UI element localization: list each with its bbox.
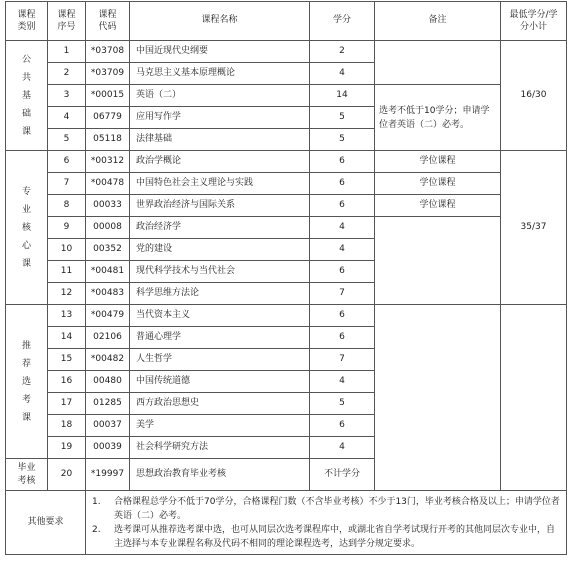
code-cell: *03709 [86,63,130,85]
course-name-cell: 世界政治经济与国际关系 [130,195,310,217]
seq-cell: 14 [48,327,86,349]
seq-cell: 7 [48,173,86,195]
credit-cell: 6 [310,151,375,173]
code-cell: 01285 [86,393,130,415]
code-cell: *00479 [86,305,130,327]
header-code: 课程代码 [86,2,130,41]
code-cell: *00482 [86,349,130,371]
course-name-cell: 思想政治教育毕业考核 [130,459,310,491]
min-credit-cell: 35/37 [501,151,567,305]
credit-cell: 2 [310,41,375,63]
course-name-cell: 政治学概论 [130,151,310,173]
credit-cell: 4 [310,239,375,261]
credit-cell: 6 [310,173,375,195]
table-row [6,173,567,195]
min-credit-cell: 16/30 [501,41,567,151]
credit-cell: 6 [310,261,375,283]
code-cell: 00033 [86,195,130,217]
table-row [6,41,567,63]
requirement-text: 合格课程总学分不低于70学分，合格课程门数（不含毕业考核）不少于13门，毕业考核合格及以上；申请学位者英语（二）必考。 [114,496,560,521]
seq-cell: 1 [48,41,86,63]
course-name-cell: 科学思维方法论 [130,283,310,305]
credit-cell: 6 [310,195,375,217]
header-min: 最低学分/学分小计 [501,2,567,41]
seq-cell: 8 [48,195,86,217]
code-cell: 00480 [86,371,130,393]
other-requirements-text [86,491,567,555]
seq-cell: 6 [48,151,86,173]
code-cell: 02106 [86,327,130,349]
note-cell [375,217,501,305]
header-credit: 学分 [310,2,375,41]
course-name-cell: 现代科学技术与当代社会 [130,261,310,283]
course-name-cell: 中国近现代史纲要 [130,41,310,63]
requirement-text: 选考课可从推荐选考课中选，也可从同层次选考课程库中，或湖北省自学考试现行开考的其他同层次专业中，自主选择与本专业课程名称及代码不相同的理论课程选考，达到学分规定要求。 [114,524,556,549]
course-name-cell: 中国传统道德 [130,371,310,393]
seq-cell: 12 [48,283,86,305]
credit-cell: 4 [310,217,375,239]
code-cell: 00352 [86,239,130,261]
code-cell: 00008 [86,217,130,239]
note-cell [375,41,501,85]
other-requirements-label: 其他要求 [6,491,86,555]
seq-cell: 4 [48,107,86,129]
requirement-number: 1. [92,496,101,507]
code-cell: *00015 [86,85,130,107]
header-name: 课程名称 [130,2,310,41]
course-name-cell: 马克思主义基本原理概论 [130,63,310,85]
public-note-cell: 选考不低于10学分；申请学位者英语（二）必考。 [375,85,501,151]
seq-cell: 18 [48,415,86,437]
requirement-item [92,495,560,523]
course-name-cell: 政治经济学 [130,217,310,239]
note-cell: 学位课程 [375,195,501,217]
note-cell: 学位课程 [375,151,501,173]
requirement-item [92,523,560,551]
header-category: 课程类别 [6,2,48,41]
course-name-cell: 西方政治思想史 [130,393,310,415]
seq-cell: 16 [48,371,86,393]
credit-cell: 4 [310,437,375,459]
seq-cell: 15 [48,349,86,371]
credit-cell: 6 [310,305,375,327]
code-cell: *19997 [86,459,130,491]
course-name-cell: 社会科学研究方法 [130,437,310,459]
code-cell: 05118 [86,129,130,151]
code-cell: *00483 [86,283,130,305]
credit-cell: 7 [310,283,375,305]
credit-cell: 14 [310,85,375,107]
seq-cell: 10 [48,239,86,261]
seq-cell: 19 [48,437,86,459]
course-name-cell: 当代资本主义 [130,305,310,327]
code-cell: 06779 [86,107,130,129]
course-name-cell: 人生哲学 [130,349,310,371]
header-seq: 课程序号 [48,2,86,41]
course-name-cell: 普通心理学 [130,327,310,349]
code-cell: 00037 [86,415,130,437]
header-note: 备注 [375,2,501,41]
category-cell: 推荐选考课 [6,305,48,459]
category-cell: 毕业考核 [6,459,48,491]
table-row [6,195,567,217]
category-cell: 专业核心课 [6,151,48,305]
seq-cell: 2 [48,63,86,85]
table-row [6,85,567,107]
course-name-cell: 法律基础 [130,129,310,151]
credit-cell: 7 [310,349,375,371]
credit-cell: 5 [310,107,375,129]
seq-cell: 3 [48,85,86,107]
code-cell: *00481 [86,261,130,283]
credit-cell: 4 [310,63,375,85]
note-cell: 学位课程 [375,173,501,195]
other-requirements-row [6,491,567,555]
curriculum-table [5,1,567,555]
credit-cell: 不计学分 [310,459,375,491]
course-name-cell: 中国特色社会主义理论与实践 [130,173,310,195]
requirement-number: 2. [92,524,101,535]
code-cell: 00039 [86,437,130,459]
credit-cell: 4 [310,371,375,393]
seq-cell: 5 [48,129,86,151]
category-cell: 公共基础课 [6,41,48,151]
code-cell: *03708 [86,41,130,63]
code-cell: *00478 [86,173,130,195]
course-name-cell: 应用写作学 [130,107,310,129]
min-credit-cell [501,305,567,491]
seq-cell: 17 [48,393,86,415]
seq-cell: 13 [48,305,86,327]
seq-cell: 9 [48,217,86,239]
table-row [6,151,567,173]
course-name-cell: 英语（二） [130,85,310,107]
credit-cell: 5 [310,129,375,151]
seq-cell: 11 [48,261,86,283]
course-name-cell: 党的建设 [130,239,310,261]
credit-cell: 6 [310,327,375,349]
seq-cell: 20 [48,459,86,491]
code-cell: *00312 [86,151,130,173]
table-row [6,305,567,327]
course-name-cell: 美学 [130,415,310,437]
note-cell [375,305,501,491]
credit-cell: 6 [310,415,375,437]
table-row [6,217,567,239]
credit-cell: 5 [310,393,375,415]
